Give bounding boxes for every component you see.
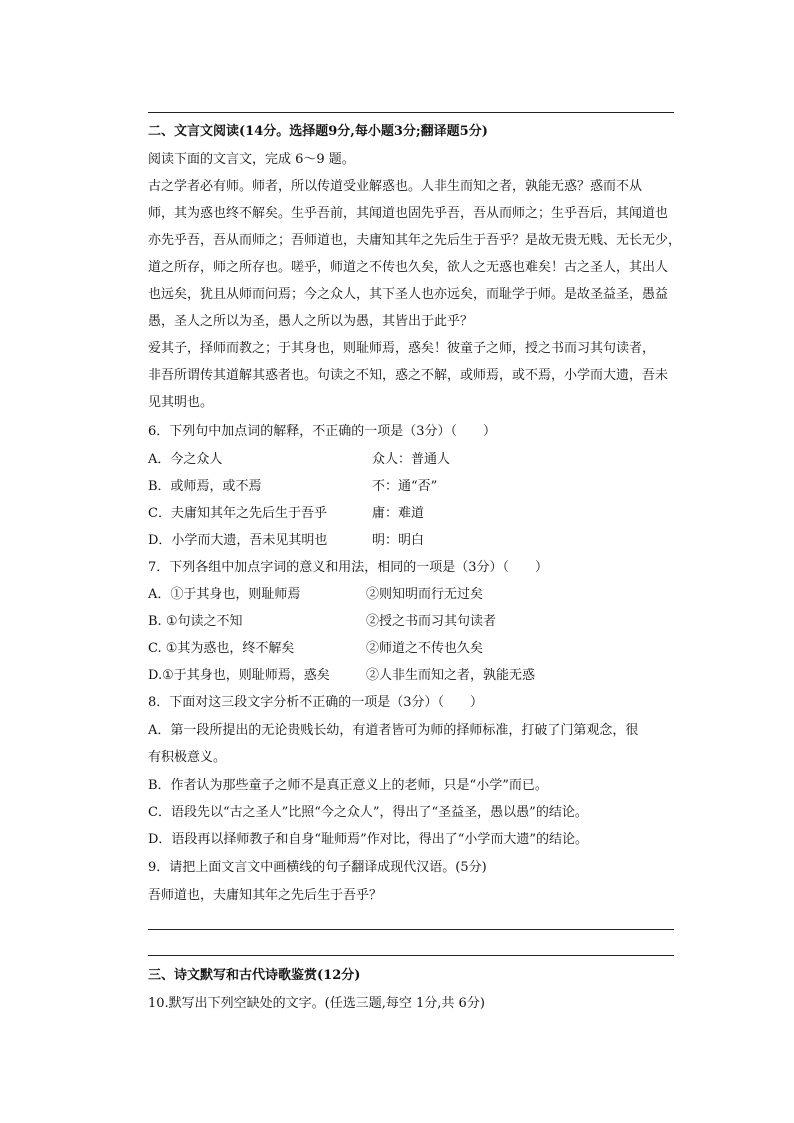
q6-option-a: A．今之众人 — [148, 452, 223, 467]
answer-line[interactable] — [148, 929, 674, 930]
q8-option-c: C．语段先以“古之圣人”比照“今之众人”，得出了“圣益圣，愚以愚”的结论。 — [148, 805, 588, 820]
q6-option-d-gloss: 明：明白 — [372, 533, 425, 548]
section-divider — [148, 955, 674, 956]
q6-option-c-gloss: 庸：难道 — [372, 506, 425, 521]
q7-option-a-2: ②则知明而行无过矣 — [366, 587, 484, 602]
q6-option-c: C．夫庸知其年之先后生于吾乎 — [148, 506, 327, 521]
passage-line: 愚，圣人之所以为圣，愚人之所以为愚，其皆出于此乎？ — [148, 314, 474, 329]
q9-sentence: 吾师道也，夫庸知其年之先后生于吾乎？ — [148, 888, 383, 903]
question-6-stem: 6．下列句中加点词的解释，不正确的一项是（3分）（ ） — [148, 424, 497, 439]
passage-line: 道之所存，师之所存也。嗟乎，师道之不传也久矣，欲人之无惑也难矣！古之圣人，其出人 — [148, 260, 669, 275]
passage-line: 亦先乎吾，吾从而师之；吾师道也，夫庸知其年之先后生于吾乎？是故无贵无贱、无长无少， — [148, 233, 682, 248]
passage-line: 师，其为惑也终不解矣。生乎吾前，其闻道也固先乎吾，吾从而师之；生乎吾后，其闻道也 — [148, 206, 669, 221]
section3-heading: 三、诗文默写和古代诗歌鉴赏(12分) — [148, 968, 361, 983]
q7-option-c-2: ②师道之不传也久矣 — [366, 641, 484, 656]
q8-option-a: A．第一段所提出的无论贵贱长幼，有道者皆可为师的择师标准，打破了门第观念，很 — [148, 723, 639, 738]
top-rule — [148, 112, 674, 113]
q7-option-b-1: B. ①句读之不知 — [148, 614, 243, 629]
passage-line: 非吾所谓传其道解其惑者也。句读之不知，惑之不解，或师焉，或不焉，小学而大遗，吾未 — [148, 368, 669, 383]
q7-option-c-1: C. ①其为惑也，终不解矣 — [148, 641, 295, 656]
passage-line: 古之学者必有师。师者，所以传道受业解惑也。人非生而知之者，孰能无惑？惑而不从 — [148, 179, 643, 194]
q8-option-b: B．作者认为那些童子之师不是真正意义上的老师，只是“小学”而已。 — [148, 778, 548, 793]
passage-line: 见其明也。 — [148, 395, 214, 410]
question-8-stem: 8．下面对这三段文字分析不正确的一项是（3分）（ ） — [148, 695, 484, 710]
passage-line: 爱其子，择师而教之；于其身也，则耻师焉，惑矣！彼童子之师，授之书而习其句读者， — [148, 341, 656, 356]
q8-option-d: D．语段再以择师教子和自身“耻师焉”作对比，得出了“小学而大遗”的结论。 — [148, 832, 589, 847]
q7-option-b-2: ②授之书而习其句读者 — [366, 614, 497, 629]
q7-option-d-1: D.①于其身也，则耻师焉，惑矣 — [148, 668, 330, 683]
question-7-stem: 7．下列各组中加点字词的意义和用法，相同的一项是（3分）（ ） — [148, 560, 549, 575]
passage-line: 也远矣，犹且从师而问焉；今之众人，其下圣人也亦远矣，而耻学于师。是故圣益圣，愚益 — [148, 287, 669, 302]
q6-option-b: B．或师焉，或不焉 — [148, 479, 262, 494]
q7-option-a-1: A．①于其身也，则耻师焉 — [148, 587, 301, 602]
section2-heading: 二、文言文阅读(14分。选择题9分,每小题3分;翻译题5分) — [148, 124, 488, 139]
question-10-stem: 10.默写出下列空缺处的文字。(任选三题,每空 1分,共 6分) — [148, 996, 485, 1011]
q7-option-d-2: ②人非生而知之者，孰能无惑 — [366, 668, 536, 683]
q6-option-a-gloss: 众人：普通人 — [372, 452, 451, 467]
q6-option-d: D．小学而大遗，吾未见其明也 — [148, 533, 328, 548]
q8-option-a-cont: 有积极意义。 — [148, 750, 227, 765]
q6-option-b-gloss: 不：通“否” — [372, 479, 438, 494]
question-9-stem: 9．请把上面文言文中画横线的句子翻译成现代汉语。(5分) — [148, 860, 487, 875]
reading-instruction: 阅读下面的文言文，完成 6～9 题。 — [148, 152, 355, 167]
